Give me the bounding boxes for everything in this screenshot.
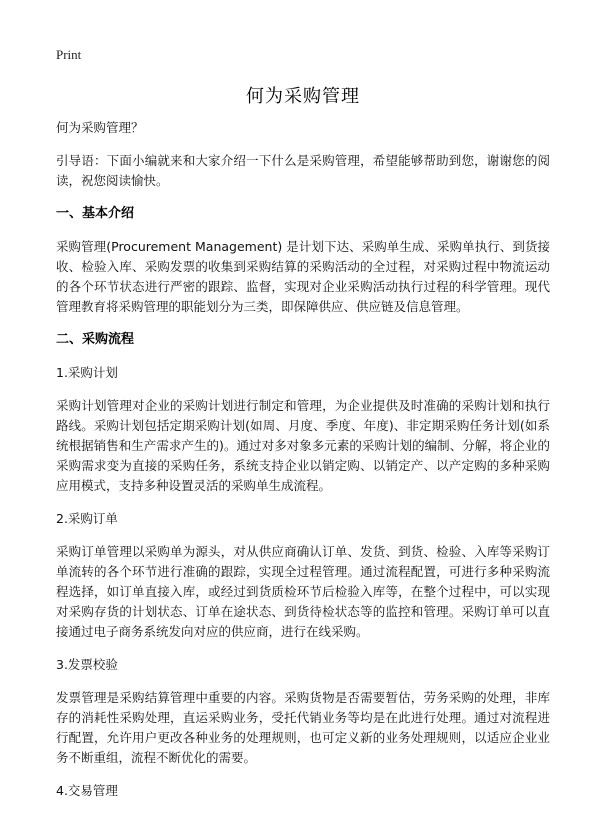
- subsection-text-invoice: 发票管理是采购结算管理中重要的内容。采购货物是否需要暂估，劳务采购的处理，非库存的消耗性采购处理，直运采购业务，受托代销业务等均是在此进行处理。通过对流程进行配置，允许用户更改各种业务的处理规则，也可定义新的业务处理规则，以适应企业业务不断重组，流程不断优化的需要。: [56, 690, 550, 765]
- subsection-text-order: 采购订单管理以采购单为源头，对从供应商确认订单、发货、到货、检验、入库等采购订单流转的各个环节进行准确的跟踪，实现全过程管理。通过流程配置，可进行多种采购流程选择，如订单直接入库，或经过到货质检环节后检验入库等，在整个过程中，可以实现对采购存货的计划状态、订单在途状态、到货待检状态等的监控和管理。采购订单可以直接通过电子商务系统发向对应的供应商，进行在线采购。: [56, 544, 550, 639]
- subsection-title-order: 2.采购订单: [56, 511, 118, 526]
- intro-question: 何为采购管理？: [56, 120, 144, 135]
- intro-lead: 引导语：下面小编就来和大家介绍一下什么是采购管理，希望能够帮助到您，谢谢您的阅读，祝您阅读愉快。: [56, 153, 550, 188]
- section-heading-basic: 一、基本介绍: [56, 206, 135, 221]
- subsection-text-plan: 采购计划管理对企业的采购计划进行制定和管理，为企业提供及时准确的采购计划和执行路线。采购计划包括定期采购计划(如周、月度、季度、年度)、非定期采购任务计划(如系统根据销售和生产需求产生的)。通过对多对象多元素的采购计划的编制、分解，将企业的采购需求变为直接的采购任务，系统支持企业以销定购、以销定产、以产定购的多种采购应用模式，支持多种设置灵活的采购单生成流程。: [56, 398, 550, 493]
- subsection-title-plan: 1.采购计划: [56, 365, 118, 380]
- section-heading-process: 二、采购流程: [56, 332, 135, 347]
- print-label: Print: [56, 47, 82, 62]
- subsection-title-trade: 4.交易管理: [56, 783, 118, 798]
- subsection-title-invoice: 3.发票校验: [56, 657, 118, 672]
- page-title: 何为采购管理: [246, 86, 360, 107]
- section-text-basic: 采购管理(Procurement Management) 是计划下达、采购单生成、采购单执行、到货接收、检验入库、采购发票的收集到采购结算的采购活动的全过程，对采购过程中物流运动的各个环节状态进行严密的跟踪、监督，实现对企业采购活动执行过程的科学管理。现代管理教育将采购管理的职能划分为三类，即保障供应、供应链及信息管理。: [56, 239, 550, 314]
- document-body: [56, 118, 550, 814]
